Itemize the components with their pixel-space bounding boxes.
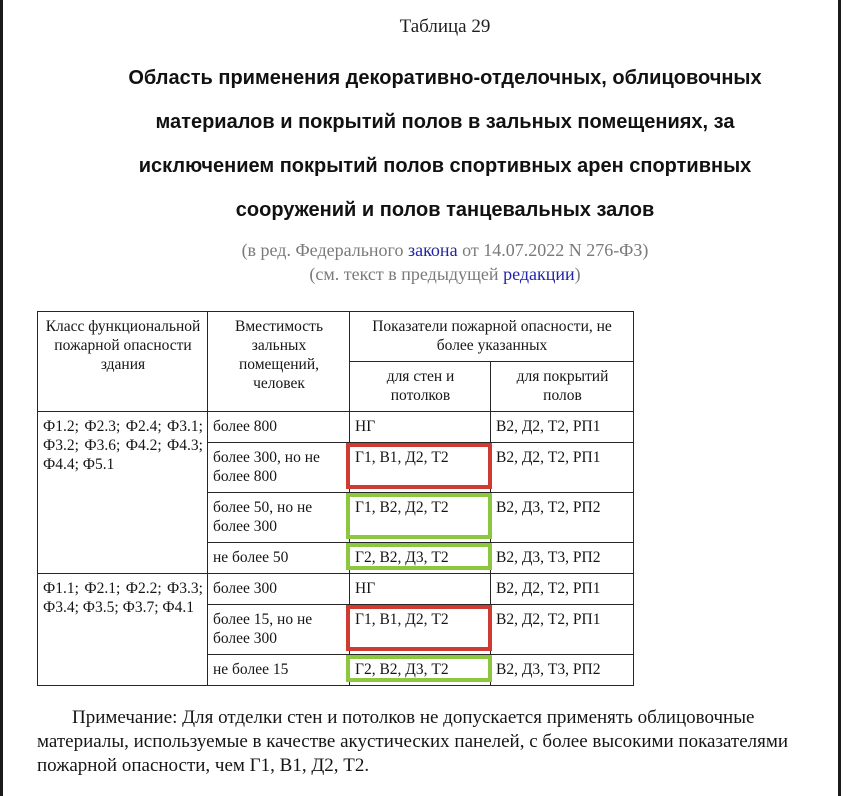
note-line: материалы, используемые в качестве акустических панелей, с более высокими показателями [37, 731, 789, 752]
table-cell-floors: В2, Д2, Т2, РП1 [491, 443, 634, 493]
table-cell-floors: В2, Д2, Т2, РП1 [491, 605, 634, 655]
table-row [38, 574, 634, 605]
table-row [38, 412, 634, 443]
table-cell-walls-ceilings [350, 493, 491, 543]
header-line: более указанных [436, 337, 548, 354]
note-line: пожарной опасности, чем Г1, В1, Д2, Т2. [37, 755, 370, 776]
title-line: Область применения декоративно-отделочных, облицовочных [128, 67, 762, 89]
revision-text: (см. текст в предыдущей [309, 264, 504, 284]
table-cell-capacity: более 800 [208, 412, 350, 443]
header-line: для покрытий [516, 368, 609, 385]
table-cell-capacity: не более 15 [208, 655, 350, 686]
cell-text: НГ [355, 418, 376, 435]
title-line: сооружений и полов танцевальных залов [235, 199, 655, 221]
table-cell-floors: В2, Д3, Т2, РП2 [491, 493, 634, 543]
header-line: потолков [390, 387, 451, 404]
table-header-indicators [350, 312, 634, 362]
table-number: Таблица 29 [399, 16, 491, 37]
header-line: зальных [251, 337, 307, 354]
header-line: человек [253, 375, 305, 392]
table-cell-floors: В2, Д2, Т2, РП1 [491, 412, 634, 443]
revision-text: ) [574, 264, 581, 284]
table-cell-floors: В2, Д2, Т2, РП1 [491, 574, 634, 605]
table-header-building-class [38, 312, 208, 412]
table-cell-capacity: не более 50 [208, 543, 350, 574]
table-title [95, 56, 795, 232]
header-line: Показатели пожарной опасности, не [372, 318, 612, 335]
title-line: исключением покрытий полов спортивных арен спортивных [138, 155, 752, 177]
table-cell-floors: В2, Д3, Т3, РП2 [491, 655, 634, 686]
table-cell-walls-ceilings [350, 543, 491, 574]
table-header-floors [491, 362, 634, 412]
table-cell-walls-ceilings [350, 574, 491, 605]
table-cell-capacity: более 15, но не более 300 [208, 605, 350, 655]
revision-note [95, 238, 795, 286]
revision-text: от 14.07.2022 N 276-ФЗ) [457, 240, 649, 260]
header-line: Вместимость [234, 318, 324, 335]
table-cell-capacity: более 300, но не более 800 [208, 443, 350, 493]
cell-text: Г1, В1, Д2, Т2 [355, 449, 449, 466]
revision-text: (в ред. Федерального [241, 240, 408, 260]
title-line: материалов и покрытий полов в зальных помещениях, за [155, 111, 735, 133]
header-line: полов [543, 387, 582, 404]
table-cell-walls-ceilings [350, 443, 491, 493]
cell-text: Г1, В1, Д2, Т2 [355, 611, 449, 628]
table-cell-building-class: Ф1.2; Ф2.3; Ф2.4; Ф3.1; Ф3.2; Ф3.6; Ф4.2; Ф4.3; Ф4.4; Ф5.1 [38, 412, 208, 574]
revision-line [95, 262, 795, 286]
table-cell-building-class: Ф1.1; Ф2.1; Ф2.2; Ф3.3; Ф3.4; Ф3.5; Ф3.7; Ф4.1 [38, 574, 208, 686]
header-line: пожарной опасности [54, 337, 192, 354]
header-line: здания [100, 356, 146, 373]
table-header-capacity [208, 312, 350, 412]
header-line: для стен и [386, 368, 455, 385]
table-cell-walls-ceilings [350, 412, 491, 443]
law-link[interactable]: закона [408, 240, 458, 260]
fire-hazard-table [37, 311, 634, 686]
table-cell-capacity: более 300 [208, 574, 350, 605]
previous-revision-link[interactable]: редакции [503, 264, 575, 284]
header-line: Класс функциональной [45, 318, 201, 335]
table-header-row [38, 312, 634, 362]
table-footnote [37, 706, 837, 778]
header-line: помещений, [238, 356, 319, 373]
table-header-walls-ceilings [350, 362, 491, 412]
revision-line [95, 238, 795, 262]
cell-text: Г2, В2, Д3, Т2 [355, 549, 449, 566]
cell-text: НГ [355, 580, 376, 597]
table-cell-floors: В2, Д3, Т3, РП2 [491, 543, 634, 574]
note-line: Примечание: Для отделки стен и потолков не допускается применять облицовочные [72, 707, 755, 728]
cell-text: Г2, В2, Д3, Т2 [355, 661, 449, 678]
table-cell-walls-ceilings [350, 605, 491, 655]
cell-text: Г1, В2, Д2, Т2 [355, 499, 449, 516]
table-cell-capacity: более 50, но не более 300 [208, 493, 350, 543]
table-cell-walls-ceilings [350, 655, 491, 686]
